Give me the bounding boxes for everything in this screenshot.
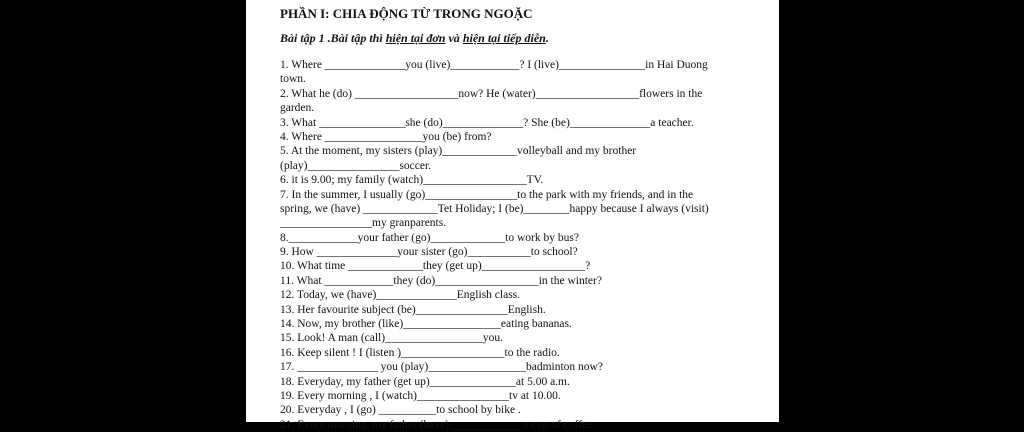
exercise-line: 11. What ____________they (do)__________________in the winter? [280,274,602,287]
exercise-line: garden. [280,102,315,115]
exercise-line: 9. How ______________your sister (go)___________to school? [280,246,578,259]
exercise-line: spring, we (have) _____________Tet Holiday; I (be)________happy because I always (visit) [280,202,709,215]
worksheet-page [246,0,779,431]
exercise-line: 21. Every morning, my father (have) ____________ a cup of coffee. [280,418,595,431]
exercise-title-suffix: . [545,31,549,45]
exercise-line: town. [280,73,306,86]
exercise-line: 19. Every morning , I (watch)________________tv at 10.00. [280,389,561,402]
exercise-line: 17. ______________ you (play)_________________badminton now? [280,361,603,374]
exercise-line: 14. Now, my brother (like)_________________eating bananas. [280,318,572,331]
exercise-line: 4. Where _________________you (be) from? [280,130,492,143]
exercise-line: (play)________________soccer. [280,159,432,172]
exercise-line: 18. Everyday, my father (get up)_______________at 5.00 a.m. [280,375,570,388]
exercise-line: 1. Where ______________you (live)____________? I (live)_______________in Hai Duong [280,59,708,71]
exercise-line: 2. What he (do) __________________now? He (water)__________________flowers in the [280,87,703,100]
tense-present-continuous: hiện tại tiếp diễn [462,31,546,45]
exercise-line: 3. What _______________she (do)______________? She (be)______________a teacher. [280,116,694,129]
exercise-line: ________________my granparents. [280,217,447,230]
exercise-title-middle: và [445,31,463,45]
exercise-line: 8.____________your father (go)_____________to work by bus? [280,231,579,244]
exercise-line: 10. What time _____________they (get up)__________________? [280,260,591,273]
exercise-title-prefix: Bài tập 1 .Bài tập thì [280,31,386,45]
exercise-line: 5. At the moment, my sisters (play)_____________volleyball and my brother [280,145,637,158]
exercise-line: 7. In the summer, I usually (go)________________to the park with my friends, and in the [280,188,694,201]
exercise-line: 15. Look! A man (call)_________________you. [280,332,503,345]
exercise-line: 20. Everyday , I (go) __________to school by bike . [280,404,521,417]
exercise-line: 13. Her favourite subject (be)________________English. [280,303,546,316]
tense-simple-present: hiện tại đơn [385,31,446,45]
exercise-list [280,58,750,432]
section-heading: PHẦN I: CHIA ĐỘNG TỪ TRONG NGOẶC [280,6,533,21]
exercise-title [280,31,549,46]
exercise-line: 16. Keep silent ! I (listen )__________________to the radio. [280,346,560,359]
exercise-line: 12. Today, we (have)______________English class. [280,289,521,302]
exercise-line: 6. it is 9.00; my family (watch)__________________TV. [280,174,544,187]
